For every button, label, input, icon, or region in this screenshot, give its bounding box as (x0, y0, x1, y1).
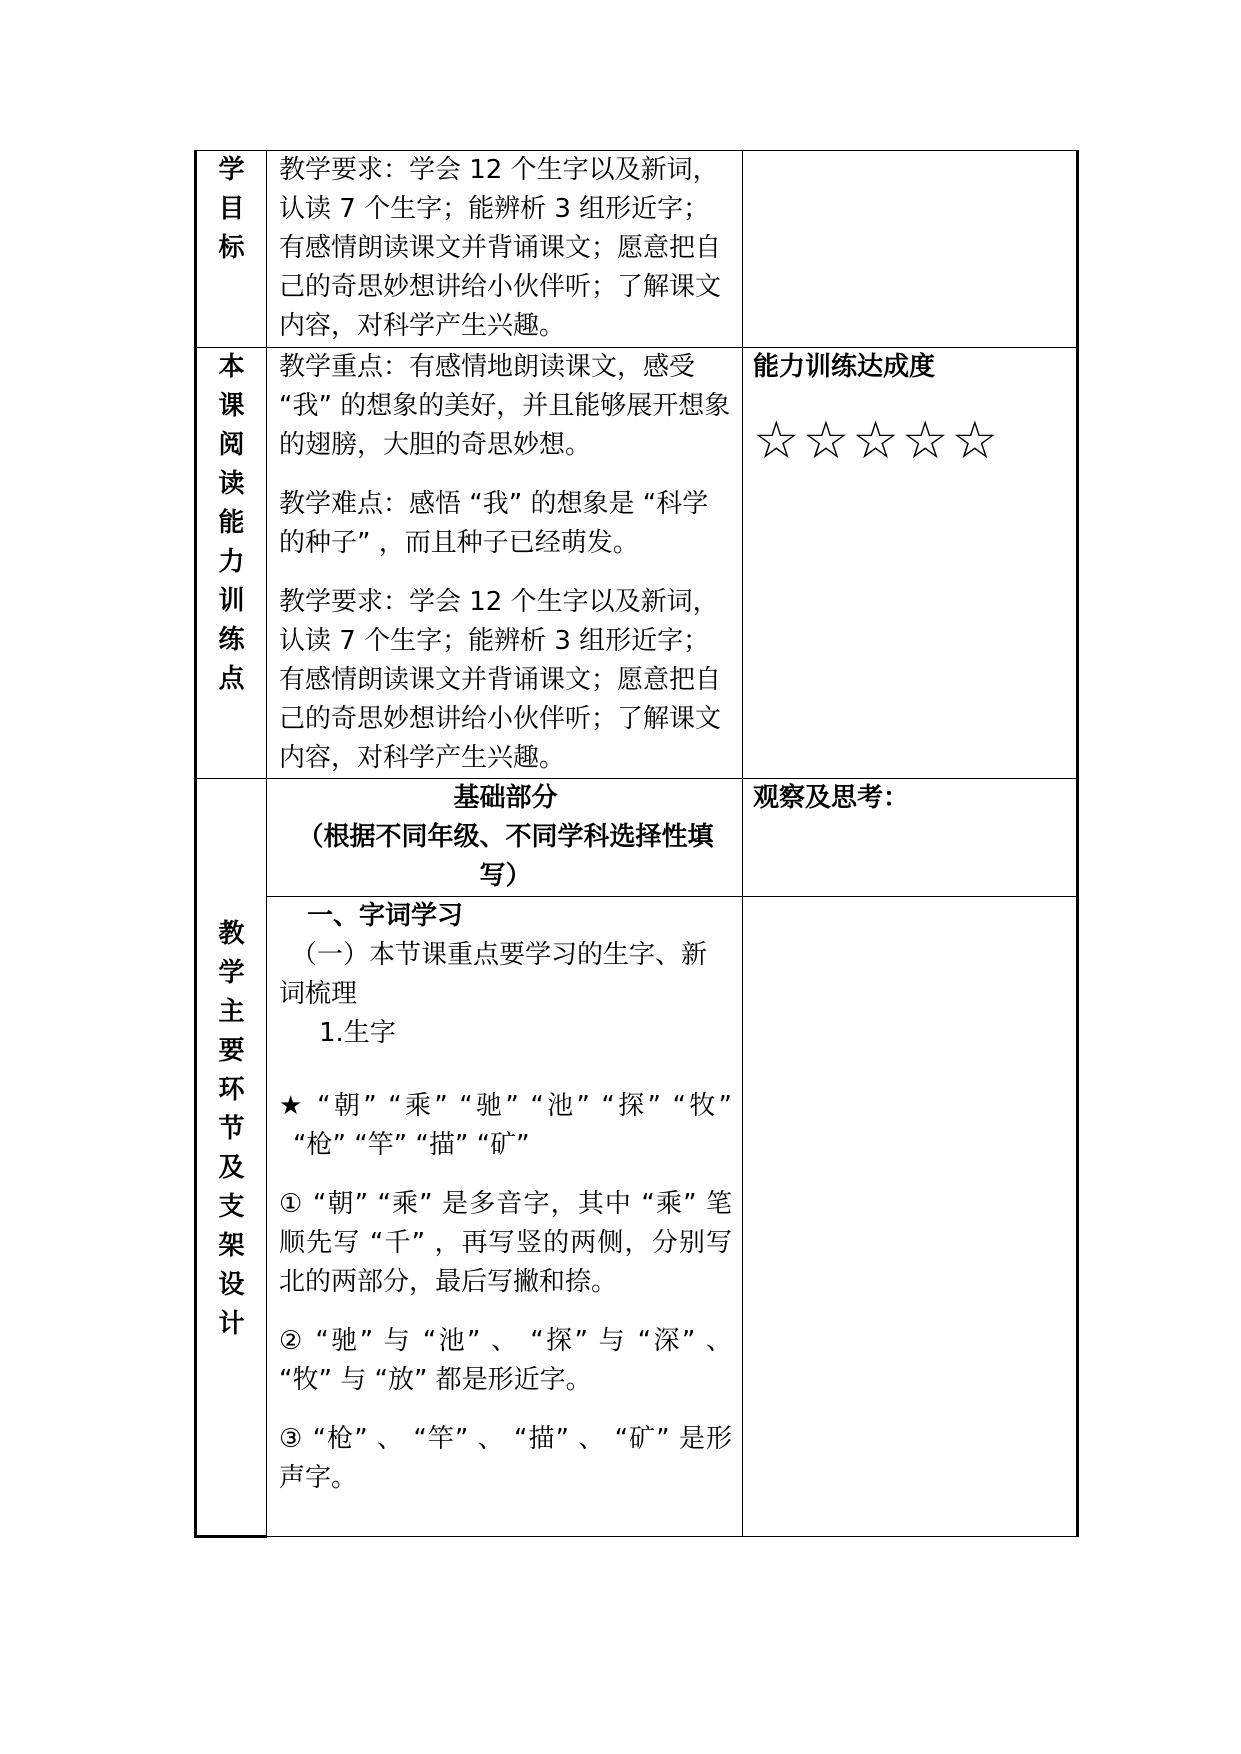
label-char: 节 (218, 1114, 245, 1144)
requirement-text: 教学要求：学会 12 个生字以及新词，认读 7 个生字；能辨析 3 组形近字；有感情朗读课文并背诵课文；愿意把自己的奇思妙想讲给小伙伴听；了解课文内容，对科学产生兴趣。 (279, 587, 722, 773)
objectives-label (196, 151, 267, 348)
label-char: 主 (218, 997, 245, 1027)
rating-stars: ☆☆☆☆☆ (753, 411, 1002, 471)
section-title: 一、字词学习 (307, 901, 464, 931)
achievement-cell (743, 348, 1078, 779)
lesson-plan-table (194, 150, 1079, 1538)
characters-line-2: “枪” “竿” “描” “矿” (293, 1130, 530, 1160)
label-char: 力 (218, 547, 245, 577)
label-char: 能 (218, 508, 245, 538)
difficulty-text: 教学难点：感悟 “我” 的想象是 “科学的种子” ，而且种子已经萌发。 (279, 489, 709, 558)
subsection-title: （一）本节课重点要学习的生字、新词梳理 (279, 940, 708, 1009)
label-char: 课 (218, 391, 245, 421)
word-study-content (267, 897, 743, 1537)
objectives-row (196, 151, 1078, 348)
objectives-content (267, 151, 743, 348)
label-char: 学 (218, 958, 245, 988)
observation-content-cell (743, 897, 1078, 1537)
reading-skill-content (267, 348, 743, 779)
characters-line-1: ★ “朝” “乘” “驰” “池” “探” “牧” (279, 1091, 732, 1121)
item-title: 1.生字 (319, 1018, 396, 1048)
label-char: 点 (218, 664, 245, 694)
reading-skill-label (196, 348, 267, 779)
label-char: 训 (218, 586, 245, 616)
main-steps-content-row (196, 897, 1078, 1537)
label-char: 标 (218, 233, 245, 263)
observation-label: 观察及思考： (753, 783, 910, 813)
observation-header (743, 779, 1078, 897)
basics-title: 基础部分 (453, 783, 558, 813)
basics-header (267, 779, 743, 897)
reading-skill-row (196, 348, 1078, 779)
label-char: 目 (218, 194, 245, 224)
key-point-text: 教学重点：有感情地朗读课文，感受 “我” 的想象的美好，并且能够展开想象的翅膀，大胆的奇思妙想。 (279, 352, 731, 460)
achievement-label: 能力训练达成度 (753, 352, 936, 382)
note-similar-shape: ② “驰” 与 “池” 、 “探” 与 “深” 、 “牧” 与 “放” 都是形近字。 (279, 1326, 732, 1395)
label-char: 计 (218, 1309, 245, 1339)
label-char: 架 (218, 1231, 245, 1261)
label-char: 读 (218, 469, 245, 499)
objectives-right-cell (743, 151, 1078, 348)
label-char: 要 (218, 1036, 245, 1066)
label-char: 阅 (218, 430, 245, 460)
label-char: 设 (218, 1270, 245, 1300)
label-char: 环 (218, 1075, 245, 1105)
label-char: 支 (218, 1192, 245, 1222)
note-polyphonic: ① “朝” “乘” 是多音字，其中 “乘” 笔顺先写 “千” ，再写竖的两侧，分别写北的两部分，最后写撇和捺。 (279, 1189, 732, 1297)
main-steps-label (196, 779, 267, 1537)
note-phono-semantic: ③ “枪” 、 “竿” 、 “描” 、 “矿” 是形声字。 (279, 1424, 732, 1493)
main-steps-header-row (196, 779, 1078, 897)
label-char: 教 (218, 919, 245, 949)
label-char: 练 (218, 625, 245, 655)
objectives-text: 教学要求：学会 12 个生字以及新词，认读 7 个生字；能辨析 3 组形近字；有感情朗读课文并背诵课文；愿意把自己的奇思妙想讲给小伙伴听；了解课文内容，对科学产生兴趣。 (279, 155, 722, 341)
basics-subtitle: （根据不同年级、不同学科选择性填写） (297, 822, 714, 891)
label-char: 本 (218, 352, 245, 382)
label-char: 学 (218, 155, 245, 185)
label-char: 及 (218, 1153, 245, 1183)
